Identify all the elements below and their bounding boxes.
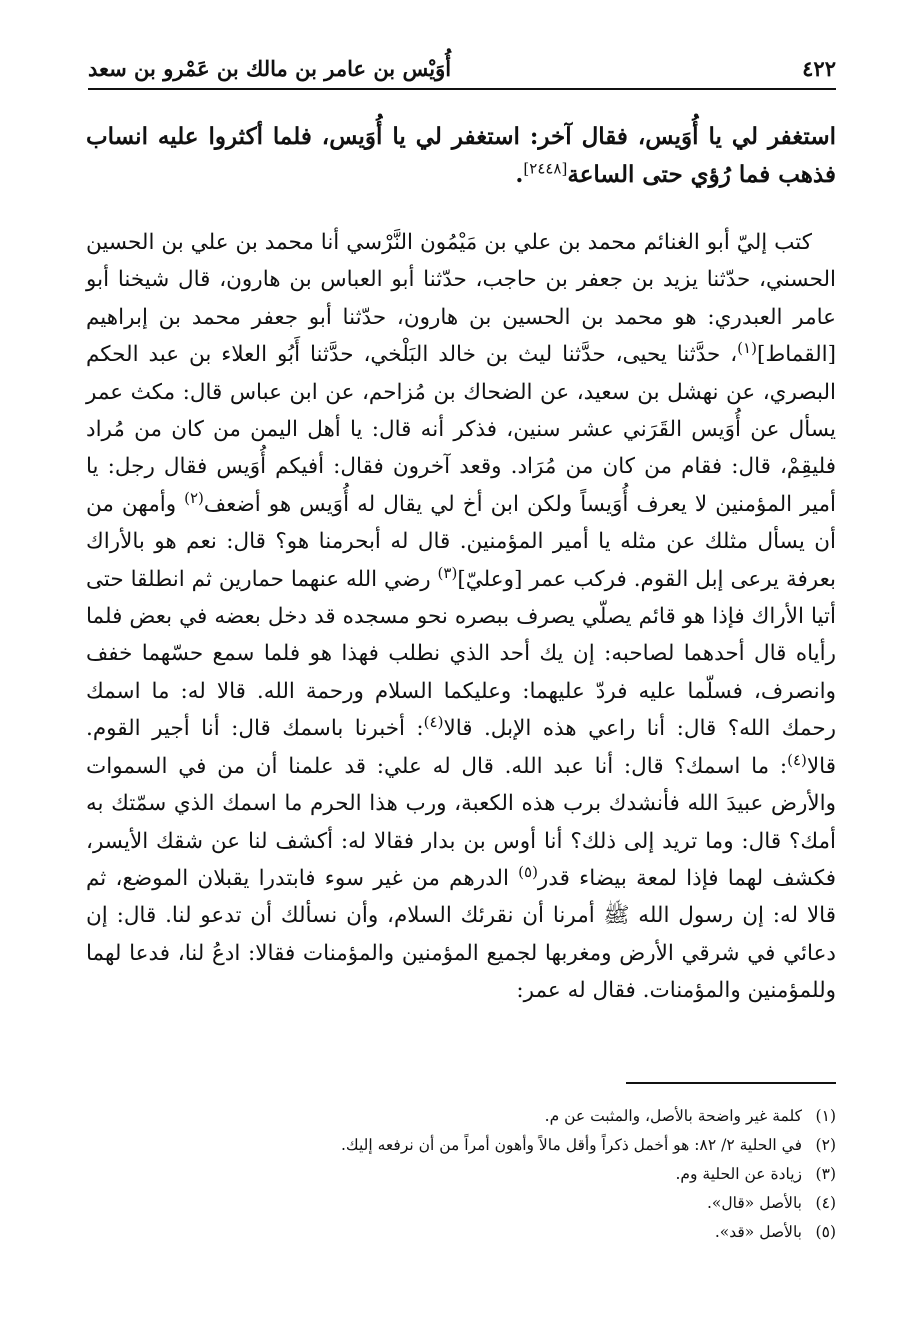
main-text-3: وأمهن من أن يسأل مثلك عن مثله يا أمير المؤمنين. قال له أبحرمنا هو؟ قال: نعم هو بالأراك بعرفة يرعى إبل القوم. فركب عمر [وعليّ] [86,491,836,592]
main-text-5: : أخبرنا باسمك قال: أنا أجير القوم. قالا [86,716,836,779]
footnote-item [120,1102,836,1131]
running-title: أُوَيْس بن عامر بن مالك بن عَمْرو بن سعد [88,56,452,81]
footnote-text: بالأصل «قال». [707,1194,802,1212]
main-text-7: الدرهم من غير سوء فابتدرا يقبلان الموضع، ثم قالا له: إن رسول الله ﷺ أمرنا أن نقرئك السلام، وأن نسألك أن تدعو لنا. قال: إن دعائي في شرقي الأرض ومغربها لجميع المؤمنين والمؤمنات فقالا: ادعُ لنا، فدعا لهما وللمؤمنين والمؤمنات. فقال له عمر: [86,865,836,1004]
footnote-ref-3[interactable]: (٣) [437,563,458,582]
intro-paragraph [86,118,836,194]
footnote-item [120,1189,836,1218]
footnote-number: (٤) [815,1194,836,1212]
footnote-item [120,1218,836,1247]
footnote-text: زيادة عن الحلية وم. [675,1165,802,1183]
intro-text: استغفر لي يا أُوَيس، فقال آخر: استغفر لي يا أُوَيس، فلما أكثروا عليه انساب فذهب فما رُؤي حتى الساعة [86,123,836,188]
footnote-item [120,1131,836,1160]
footnote-ref-2[interactable]: (٢) [184,488,204,507]
footnote-text: كلمة غير واضحة بالأصل، والمثبت عن م. [544,1107,802,1125]
footnote-item [120,1160,836,1189]
footnote-divider [626,1082,836,1084]
footnote-number: (٥) [815,1223,836,1241]
main-text-6: : ما اسمك؟ قال: أنا عبد الله. قال له علي: قد علمنا أن من في السموات والأرض عبيدَ الله فأنشدك برب هذه الكعبة، ورب هذا الحرم ما اسمك الذي سمّتك به أمك؟ قال: وما تريد إلى ذلك؟ أنا أوس بن بدار فقالا له: أكشف لنا عن شقك الأيسر، فكشف لهما فإذا لمعة بيضاء قدر [86,753,836,891]
page-number: ٤٢٢ [802,56,836,81]
footnote-ref-4[interactable]: (٤) [423,713,444,732]
footnote-ref-4b[interactable]: (٤) [787,750,807,769]
main-text-2: ، حدَّثنا يحيى، حدَّثنا ليث بن خالد البَلْخي، حدَّثنا أَبُو العلاء بن عبد الحكم البصري، عن نهشل بن سعيد، عن الضحاك بن مُزاحم، عن ابن عباس قال: مكث عمر يسأل عن أُوَيس القَرَني عشر سنين، فذكر أنه قال: يا أهل اليمن من كان من مُراد فليقِمْ، قال: فقام من كان من مُرَاد. وقعد آخرون فقال: أفيكم أُوَيس فقال رجل: يا أمير المؤمنين لا يعرف أُوَيساً ولكن ابن أخ لي يقال له أُوَيس هو أضعف [86,342,836,517]
main-text-1: كتب إليّ أبو الغنائم محمد بن علي بن مَيْمُون النَّرْسي أنا محمد بن علي بن الحسين الحسني، حدّثنا يزيد بن جعفر بن حاجب، حدّثنا أبو العباس بن هارون، قال شيخنا أبو عامر العبدري: هو محمد بن الحسين بن هارون، حدّثنا أبو جعفر محمد بن إبراهيم [القماط] [86,230,836,368]
footnote-text: بالأصل «قد». [714,1223,802,1241]
intro-end: . [515,161,524,188]
footnote-ref-5[interactable]: (٥) [518,862,538,881]
hadith-number: [٢٤٤٨] [523,159,568,178]
main-paragraph [86,224,836,1010]
footnote-number: (١) [815,1107,836,1125]
footnote-number: (٣) [815,1165,836,1183]
main-text-4: رضي الله عنهما حمارين ثم انطلقا حتى أتيا الأراك فإذا هو قائم يصلّي يصرف ببصره نحو مسجده قد دخل بعضه في بعض فلما رأياه قال أحدهما لصاحبه: إن يك أحد الذي نطلب فهذا هو فلما سمع حسّهما خفف وانصرف، فسلّما عليه فردّ عليهما: وعليكما السلام ورحمة الله. قالا له: ما اسمك رحمك الله؟ قال: أنا راعي هذه الإبل. قالا [86,566,836,742]
page-header [88,54,836,90]
footnote-number: (٢) [815,1136,836,1154]
footnote-text: في الحلية ٢/ ٨٢: هو أخمل ذكراً وأقل مالاً وأهون أمراً من أن نرفعه إليك. [341,1136,802,1154]
footnote-ref-1[interactable]: (١) [737,339,757,358]
footnotes-list [120,1102,836,1247]
